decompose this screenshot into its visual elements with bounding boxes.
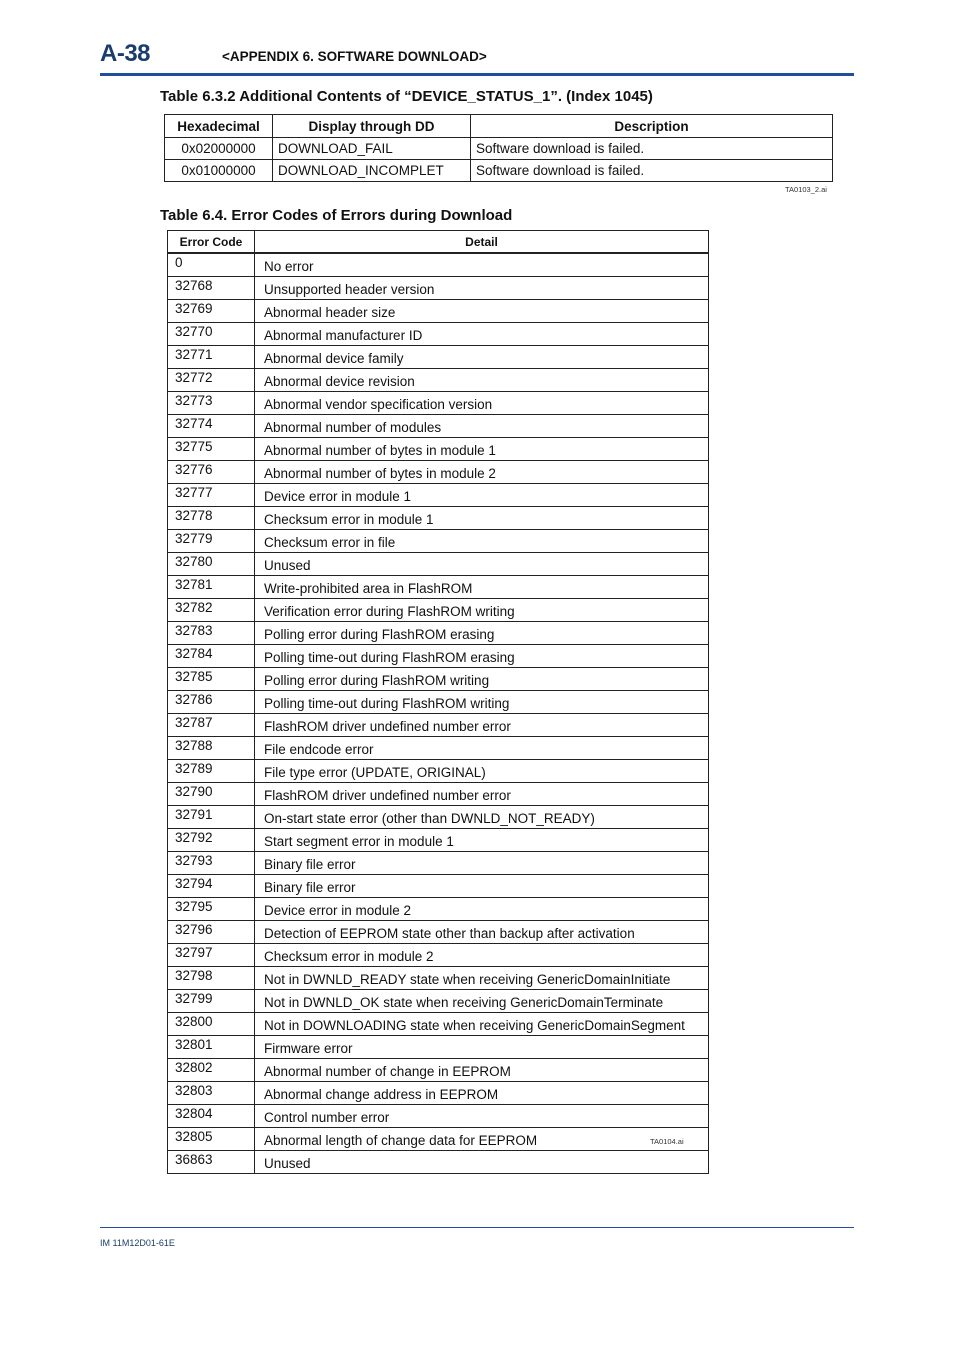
error-detail-cell: Not in DWNLD_READY state when receiving GenericDomainInitiate (255, 967, 709, 990)
table-row (168, 622, 709, 645)
error-detail-cell: Start segment error in module 1 (255, 829, 709, 852)
error-code-cell: 32769 (168, 300, 255, 323)
error-detail-cell: Unused (255, 553, 709, 576)
figure-id: TA0103_2.ai (785, 185, 827, 194)
table-row (168, 253, 709, 277)
error-detail-cell: FlashROM driver undefined number error (255, 783, 709, 806)
table-row (168, 944, 709, 967)
error-detail-cell: Abnormal number of modules (255, 415, 709, 438)
error-detail-cell: Polling time-out during FlashROM writing (255, 691, 709, 714)
table1-caption: Table 6.3.2 Additional Contents of “DEVICE_STATUS_1”. (Index 1045) (160, 88, 653, 105)
table-row (168, 438, 709, 461)
page-number: A-38 (100, 40, 151, 67)
error-code-cell: 32775 (168, 438, 255, 461)
table-row (165, 138, 833, 160)
error-detail-cell: Polling time-out during FlashROM erasing (255, 645, 709, 668)
error-code-cell: 32789 (168, 760, 255, 783)
table-row (168, 990, 709, 1013)
table-row (168, 668, 709, 691)
error-detail-cell: Abnormal vendor specification version (255, 392, 709, 415)
error-code-cell: 32784 (168, 645, 255, 668)
table-row (168, 645, 709, 668)
error-detail-cell: Abnormal number of bytes in module 2 (255, 461, 709, 484)
error-code-cell: 32786 (168, 691, 255, 714)
table-row (168, 875, 709, 898)
table-row (168, 530, 709, 553)
error-code-cell: 32783 (168, 622, 255, 645)
table-header-row (168, 231, 709, 254)
error-detail-cell: Abnormal number of change in EEPROM (255, 1059, 709, 1082)
error-code-cell: 32773 (168, 392, 255, 415)
table-row (168, 737, 709, 760)
error-detail-cell: File type error (UPDATE, ORIGINAL) (255, 760, 709, 783)
table-row (168, 1105, 709, 1128)
table-row (168, 1013, 709, 1036)
error-code-cell: 32782 (168, 599, 255, 622)
column-header: Hexadecimal (165, 115, 273, 138)
error-code-cell: 32800 (168, 1013, 255, 1036)
error-detail-cell: Verification error during FlashROM writing (255, 599, 709, 622)
table-row (168, 760, 709, 783)
error-code-cell: 0 (168, 253, 255, 277)
table-row (168, 691, 709, 714)
error-code-cell: 32768 (168, 277, 255, 300)
figure-id: TA0104.ai (650, 1137, 684, 1146)
error-detail-cell: Abnormal device revision (255, 369, 709, 392)
table-row (168, 898, 709, 921)
error-detail-cell: Binary file error (255, 852, 709, 875)
error-code-cell: 32792 (168, 829, 255, 852)
column-header: Error Code (168, 231, 255, 254)
table2-caption: Table 6.4. Error Codes of Errors during Download (160, 207, 513, 224)
error-code-cell: 32801 (168, 1036, 255, 1059)
error-code-cell: 32781 (168, 576, 255, 599)
display-cell: DOWNLOAD_INCOMPLET (273, 160, 471, 182)
error-code-cell: 36863 (168, 1151, 255, 1174)
table-row (168, 553, 709, 576)
description-cell: Software download is failed. (471, 138, 833, 160)
error-code-cell: 32798 (168, 967, 255, 990)
error-code-cell: 32776 (168, 461, 255, 484)
column-header: Description (471, 115, 833, 138)
error-code-cell: 32797 (168, 944, 255, 967)
table-row (168, 714, 709, 737)
error-code-cell: 32799 (168, 990, 255, 1013)
error-code-cell: 32777 (168, 484, 255, 507)
error-code-cell: 32793 (168, 852, 255, 875)
error-detail-cell: Abnormal length of change data for EEPROM (255, 1128, 709, 1151)
error-code-cell: 32771 (168, 346, 255, 369)
error-detail-cell: Binary file error (255, 875, 709, 898)
error-detail-cell: Checksum error in module 2 (255, 944, 709, 967)
error-detail-cell: Abnormal change address in EEPROM (255, 1082, 709, 1105)
table-header-row (165, 115, 833, 138)
table-row (165, 160, 833, 182)
error-code-cell: 32795 (168, 898, 255, 921)
table-row (168, 415, 709, 438)
error-code-cell: 32796 (168, 921, 255, 944)
error-code-cell: 32779 (168, 530, 255, 553)
table-row (168, 484, 709, 507)
table-row (168, 461, 709, 484)
column-header: Detail (255, 231, 709, 254)
document-number: IM 11M12D01-61E (100, 1238, 175, 1248)
error-detail-cell: Unused (255, 1151, 709, 1174)
table-row (168, 346, 709, 369)
error-code-cell: 32785 (168, 668, 255, 691)
table-row (168, 392, 709, 415)
error-code-cell: 32804 (168, 1105, 255, 1128)
error-detail-cell: FlashROM driver undefined number error (255, 714, 709, 737)
table-row (168, 277, 709, 300)
error-code-cell: 32788 (168, 737, 255, 760)
table-row (168, 1036, 709, 1059)
footer-rule (100, 1227, 854, 1228)
error-detail-cell: Write-prohibited area in FlashROM (255, 576, 709, 599)
error-detail-cell: File endcode error (255, 737, 709, 760)
error-code-cell: 32791 (168, 806, 255, 829)
table-row (168, 576, 709, 599)
display-cell: DOWNLOAD_FAIL (273, 138, 471, 160)
error-code-cell: 32802 (168, 1059, 255, 1082)
error-code-cell: 32803 (168, 1082, 255, 1105)
error-detail-cell: Device error in module 1 (255, 484, 709, 507)
error-code-cell: 32787 (168, 714, 255, 737)
error-detail-cell: Firmware error (255, 1036, 709, 1059)
table-row (168, 1128, 709, 1151)
device-status-table (164, 114, 833, 182)
description-cell: Software download is failed. (471, 160, 833, 182)
error-detail-cell: Unsupported header version (255, 277, 709, 300)
table-row (168, 300, 709, 323)
error-code-cell: 32805 (168, 1128, 255, 1151)
error-detail-cell: Control number error (255, 1105, 709, 1128)
section-title: <APPENDIX 6. SOFTWARE DOWNLOAD> (222, 49, 487, 64)
error-detail-cell: Polling error during FlashROM writing (255, 668, 709, 691)
error-detail-cell: Checksum error in file (255, 530, 709, 553)
error-detail-cell: No error (255, 253, 709, 277)
hex-cell: 0x02000000 (165, 138, 273, 160)
error-detail-cell: Checksum error in module 1 (255, 507, 709, 530)
table-row (168, 1059, 709, 1082)
table-row (168, 323, 709, 346)
error-code-cell: 32772 (168, 369, 255, 392)
error-detail-cell: Polling error during FlashROM erasing (255, 622, 709, 645)
error-detail-cell: Abnormal header size (255, 300, 709, 323)
error-code-cell: 32780 (168, 553, 255, 576)
table-row (168, 806, 709, 829)
error-detail-cell: Abnormal manufacturer ID (255, 323, 709, 346)
error-codes-table (167, 230, 709, 1174)
error-detail-cell: Abnormal number of bytes in module 1 (255, 438, 709, 461)
hex-cell: 0x01000000 (165, 160, 273, 182)
error-detail-cell: Abnormal device family (255, 346, 709, 369)
table-row (168, 852, 709, 875)
table-row (168, 507, 709, 530)
table-row (168, 829, 709, 852)
table-row (168, 783, 709, 806)
error-code-cell: 32778 (168, 507, 255, 530)
error-code-cell: 32774 (168, 415, 255, 438)
error-detail-cell: Not in DWNLD_OK state when receiving GenericDomainTerminate (255, 990, 709, 1013)
table-row (168, 1151, 709, 1174)
column-header: Display through DD (273, 115, 471, 138)
table-row (168, 369, 709, 392)
header-rule (100, 73, 854, 76)
table-row (168, 921, 709, 944)
error-code-cell: 32770 (168, 323, 255, 346)
error-detail-cell: Detection of EEPROM state other than backup after activation (255, 921, 709, 944)
error-detail-cell: Not in DOWNLOADING state when receiving GenericDomainSegment (255, 1013, 709, 1036)
table-row (168, 599, 709, 622)
table-row (168, 967, 709, 990)
error-code-cell: 32794 (168, 875, 255, 898)
error-code-cell: 32790 (168, 783, 255, 806)
error-detail-cell: On-start state error (other than DWNLD_NOT_READY) (255, 806, 709, 829)
table-row (168, 1082, 709, 1105)
error-detail-cell: Device error in module 2 (255, 898, 709, 921)
